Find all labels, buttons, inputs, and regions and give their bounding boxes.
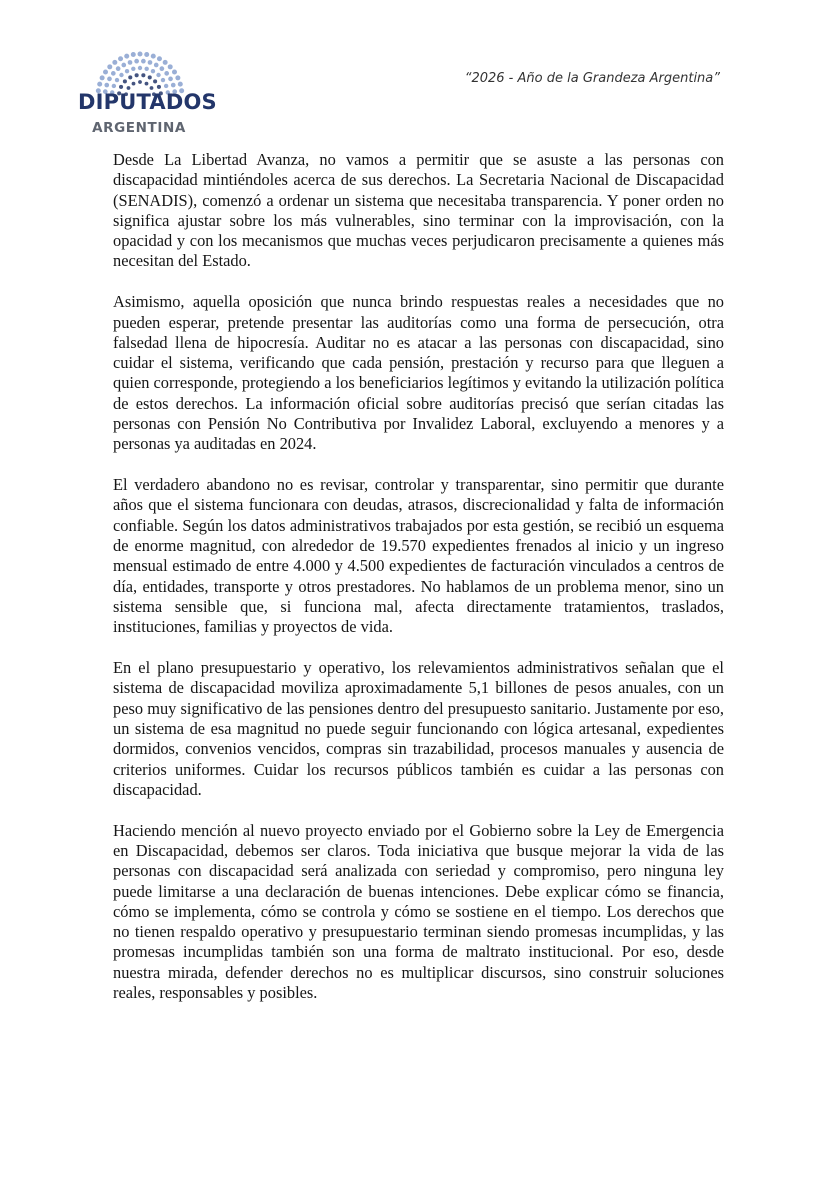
logo-dot — [111, 71, 116, 76]
paragraph: Asimismo, aquella oposición que nunca brindo respuestas reales a necesidades que no pueden esperar, pretende presentar las auditorías como una forma de persecución, otra falsedad llena de hipocresía. Auditar no es atacar a las personas con discapacidad, sino cuidar el sistema, verificando que cada pensión, prestación y recurso para que lleguen a quien corresponde, protegiendo a los beneficiarios legítimos y evitando la utilización política de estos derechos. La información oficial sobre auditorías precisó que serían citadas las personas con Pensión No Contributiva por Invalidez Laboral, excluyendo a menores y a personas ya auditadas en 2024. — [113, 292, 724, 454]
logo-dot — [153, 79, 157, 83]
document-body — [113, 150, 724, 1024]
logo-country: ARGENTINA — [92, 120, 186, 136]
logo-dot — [157, 56, 162, 61]
logo-dot — [138, 80, 142, 84]
logo-dot — [97, 82, 102, 87]
logo-dot — [171, 83, 176, 88]
logo-dot — [154, 63, 159, 68]
logo-dot — [112, 60, 117, 65]
logo-dot — [132, 82, 136, 86]
paragraph: El verdadero abandono no es revisar, controlar y transparentar, sino permitir que durante años que el sistema funcionara con deudas, atrasos, discrecionalidad y falta de información confiable. Según los datos administrativos trabajados por esta gestión, se recibió un esquema de enorme magnitud, con alrededor de 19.570 expedientes frenados al inicio y un ingreso mensual estimado de entre 4.000 y 4.500 expedientes de facturación vinculados a centros de día, entidades, transporte y otros prestadores. No hablamos de un problema menor, sino un sistema sensible que, si funciona mal, afecta directamente tratamientos, traslados, instituciones, familias y proyectos de vida. — [113, 475, 724, 637]
logo-dot — [172, 70, 177, 75]
logo-dot — [144, 67, 148, 71]
logo-dot — [112, 84, 116, 88]
logo-dot — [123, 79, 127, 83]
header-slogan: “2026 - Año de la Grandeza Argentina” — [464, 71, 720, 86]
logo-dot — [107, 77, 112, 82]
logo-dot — [163, 60, 168, 65]
logo-word: DIPUTADOS — [78, 90, 217, 114]
logo-dot — [131, 67, 135, 71]
logo-dot — [164, 84, 168, 88]
paragraph: Desde La Libertad Avanza, no vamos a permitir que se asuste a las personas con discapacidad mintiéndoles acerca de sus derechos. La Secretaria Nacional de Discapacidad (SENADIS), comenzó a ordenar un sistema que necesitaba transparencia. Y poner orden no significa ajustar sobre los más vulnerables, sino terminar con la improvisación, con la opacidad y con los mecanismos que muchas veces perjudicaron precisamente a quienes más necesitan del Estado. — [113, 150, 724, 271]
logo-dot — [178, 82, 183, 87]
logo-dot — [168, 64, 173, 69]
paragraph: Haciendo mención al nuevo proyecto enviado por el Gobierno sobre la Ley de Emergencia en Discapacidad, debemos ser claros. Toda iniciativa que busque mejorar la vida de las personas con discapacidad será analizada con seriedad y compromiso, pero ninguna ley puede limitarse a una declaración de buenas intenciones. Debe explicar cómo se financia, cómo se implementa, cómo se controla y cómo se sostiene en el tiempo. Los derechos que no tienen respaldo operativo y presupuestario terminan siendo promesas incumplidas, y las promesas incumplidas también son una forma de maltrato institucional. Por eso, desde nuestra mirada, defender derechos no es multiplicar discursos, sino construir soluciones reales, responsables y posibles. — [113, 820, 724, 1002]
logo-dot — [124, 54, 129, 59]
logo-dot — [121, 63, 126, 68]
logo-dot — [115, 78, 119, 82]
logo-dot — [168, 77, 173, 82]
logo-dot — [151, 54, 156, 59]
logo-dot — [134, 59, 139, 64]
logo-dot — [138, 66, 142, 70]
logo-dot — [161, 78, 165, 82]
logo-dot — [131, 52, 136, 57]
logo-dot — [141, 59, 146, 64]
logo-dot — [164, 71, 169, 76]
logo-dot — [135, 73, 139, 77]
logo-dot — [157, 85, 161, 89]
logo-dot — [125, 69, 129, 73]
logo-dot — [138, 52, 143, 57]
logo-dot — [104, 83, 109, 88]
logo-dot — [119, 85, 123, 89]
logo-dot — [119, 73, 123, 77]
logo-dot — [144, 52, 149, 57]
logo-dot — [145, 82, 149, 86]
logo-dot — [103, 70, 108, 75]
logo-dot — [148, 75, 152, 79]
logo-dot — [160, 66, 165, 71]
logo-dot — [175, 75, 180, 80]
logo-dot — [148, 60, 153, 65]
logo-dot — [141, 73, 145, 77]
logo-dot — [116, 66, 121, 71]
paragraph: En el plano presupuestario y operativo, los relevamientos administrativos señalan que el sistema de discapacidad moviliza aproximadamente 5,1 billones de pesos anuales, con un peso muy significativo de las pensiones dentro del presupuesto sanitario. Justamente por eso, un sistema de esa magnitud no puede seguir funcionando con lógica artesanal, expedientes dormidos, convenios vencidos, compras sin trazabilidad, procesos manuales y ausencia de criterios uniformes. Cuidar los recursos públicos también es cuidar a las personas con discapacidad. — [113, 658, 724, 799]
logo-dot — [118, 56, 123, 61]
logo-dot — [100, 75, 105, 80]
logo-dot — [128, 60, 133, 65]
logo-dot — [128, 75, 132, 79]
logo-dot — [107, 64, 112, 69]
logo-dot — [156, 73, 160, 77]
logo-dot — [151, 69, 155, 73]
